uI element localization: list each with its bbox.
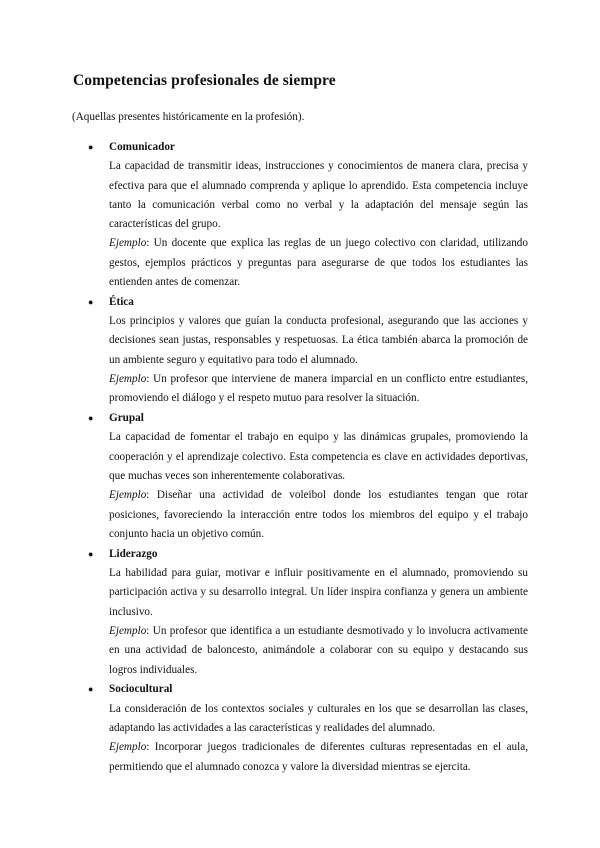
example-label: Ejemplo [109, 741, 147, 754]
example-label: Ejemplo [109, 237, 147, 250]
bullet-icon: ● [88, 684, 94, 695]
competency-description: La consideración de los contextos sociales y culturales en los que se desarrollan las clases, adaptando las actividades a las características y realidades del alumnado. [109, 702, 528, 734]
competency-term: Grupal [109, 412, 144, 425]
competency-example [109, 234, 528, 292]
competency-description: La capacidad de fomentar el trabajo en equipo y las dinámicas grupales, promoviendo la cooperación y el aprendizaje colectivo. Esta competencia es clave en actividades deportivas, que muchas veces son inherentemente colaborativas. [109, 431, 528, 483]
list-item [0, 680, 600, 776]
example-text: : Un profesor que identifica a un estudiante desmotivado y lo involucra activamente en una actividad de baloncesto, animándole a colaborar con su equipo y destacando sus logros individuales. [109, 624, 528, 676]
example-label: Ejemplo [109, 373, 147, 386]
competency-description: Los principios y valores que guían la conducta profesional, asegurando que las acciones y decisiones sean justas, responsables y respetuosas. La ética también abarca la promoción de un ambiente seguro y equitativo para todo el alumnado. [109, 315, 528, 366]
competency-example [109, 486, 528, 544]
competency-description: La habilidad para guiar, motivar e influir positivamente en el alumnado, promoviendo su participación activa y su desarrollo integral. Un líder inspira confianza y genera un ambiente inclusivo. [109, 567, 528, 618]
bullet-icon: ● [88, 142, 94, 152]
example-text: : Diseñar una actividad de voleibol donde los estudiantes tengan que rotar posiciones, favoreciendo la interacción entre todos los miembros del equipo y el trabajo conjunto hacia un objetivo común. [109, 489, 528, 540]
example-label: Ejemplo [109, 489, 147, 502]
competency-example [109, 738, 528, 777]
competency-list [0, 138, 600, 777]
page-title: Competencias profesionales de siempre [73, 72, 336, 89]
list-item [0, 293, 600, 409]
competency-term: Sociocultural [109, 683, 173, 696]
competency-description: La capacidad de transmitir ideas, instrucciones y conocimientos de manera clara, precisa y efectiva para que el alumnado comprenda y aplique lo aprendido. Esta competencia incluye tanto la comunicación verbal como no verbal y la adaptación del mensaje según las características del grupo. [109, 160, 528, 231]
example-label: Ejemplo [109, 624, 147, 637]
list-item [0, 545, 600, 680]
competency-example [109, 370, 528, 409]
example-text: : Incorporar juegos tradicionales de diferentes culturas representadas en el aula, permitiendo que el alumnado conozca y valore la diversidad mientras se ejercita. [109, 741, 528, 773]
bullet-icon: ● [88, 548, 94, 559]
list-item [0, 138, 600, 292]
competency-term: Liderazgo [109, 547, 158, 560]
bullet-icon: ● [88, 296, 94, 307]
bullet-icon: ● [88, 413, 94, 424]
competency-term: Comunicador [109, 141, 175, 153]
example-text: : Un docente que explica las reglas de un juego colectivo con claridad, utilizando gestos, ejemplos prácticos y preguntas para asegurarse de que todos los estudiantes las entienden antes de comenzar. [109, 237, 528, 289]
example-text: : Un profesor que interviene de manera imparcial en un conflicto entre estudiantes, promoviendo el diálogo y el respeto mutuo para resolver la situación. [109, 373, 528, 405]
intro-text: (Aquellas presentes históricamente en la profesión). [72, 111, 305, 123]
competency-term: Ética [109, 295, 134, 308]
list-item [0, 409, 600, 544]
competency-example [109, 622, 528, 680]
